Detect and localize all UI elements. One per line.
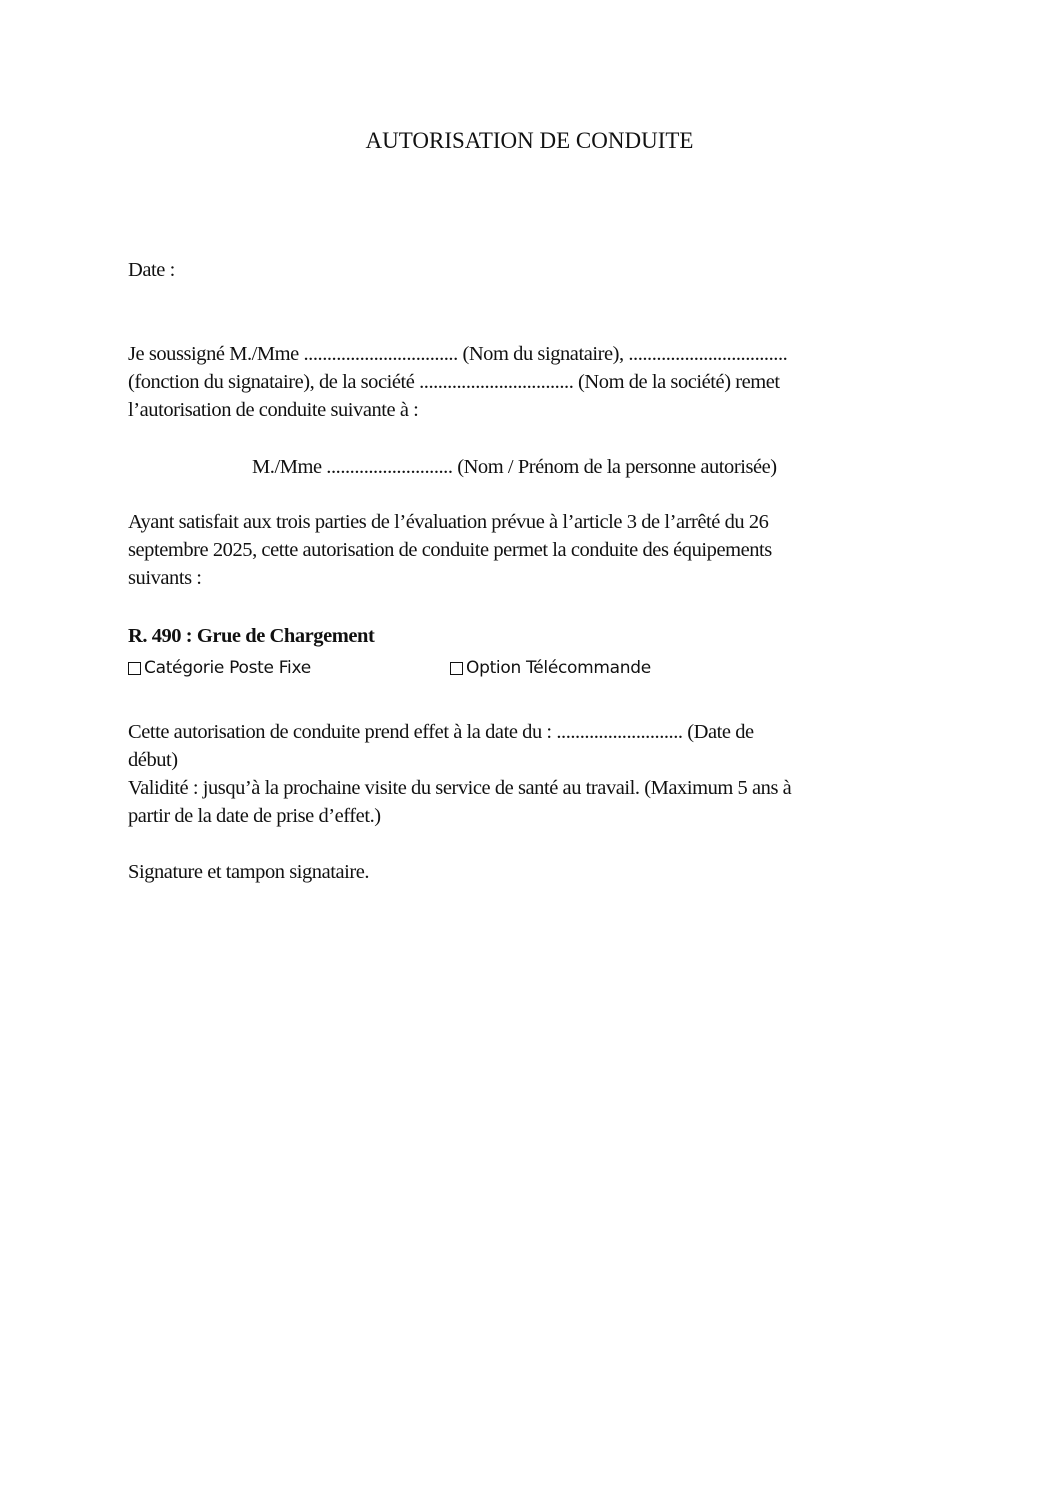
document-title: AUTORISATION DE CONDUITE (365, 128, 694, 153)
effect-line-1: Cette autorisation de conduite prend effet à la date du : ........................... (Date de (128, 721, 754, 743)
evaluation-paragraph (128, 508, 928, 592)
effect-line-3: Validité : jusqu’à la prochaine visite du service de santé au travail. (Maximum 5 ans à (128, 777, 792, 799)
option-categorie-poste-fixe[interactable] (128, 658, 311, 678)
checkbox-icon[interactable] (450, 662, 463, 675)
signature-line: Signature et tampon signataire. (128, 861, 370, 883)
effect-paragraph (128, 718, 928, 830)
evaluation-line-1: Ayant satisfait aux trois parties de l’évaluation prévue à l’article 3 de l’arrêté du 26 (128, 511, 769, 533)
evaluation-line-2: septembre 2025, cette autorisation de conduite permet la conduite des équipements (128, 539, 772, 561)
authorized-person-line: M./Mme ........................... (Nom / Prénom de la personne autorisée) (252, 456, 777, 478)
date-label: Date : (128, 259, 175, 281)
effect-line-2: début) (128, 749, 178, 771)
checkbox-icon[interactable] (128, 662, 141, 675)
intro-line-1: Je soussigné M./Mme ................................. (Nom du signataire), .................................. (128, 343, 788, 365)
effect-line-4: partir de la date de prise d’effet.) (128, 805, 381, 827)
equipment-heading: R. 490 : Grue de Chargement (128, 625, 375, 647)
option-label: Option Télécommande (466, 658, 651, 678)
evaluation-line-3: suivants : (128, 567, 202, 589)
intro-line-2: (fonction du signataire), de la société ................................. (Nom de la société) remet (128, 371, 780, 393)
intro-paragraph (128, 340, 928, 424)
option-telecommande[interactable] (450, 658, 651, 678)
intro-line-3: l’autorisation de conduite suivante à : (128, 399, 419, 421)
option-label: Catégorie Poste Fixe (144, 658, 311, 678)
